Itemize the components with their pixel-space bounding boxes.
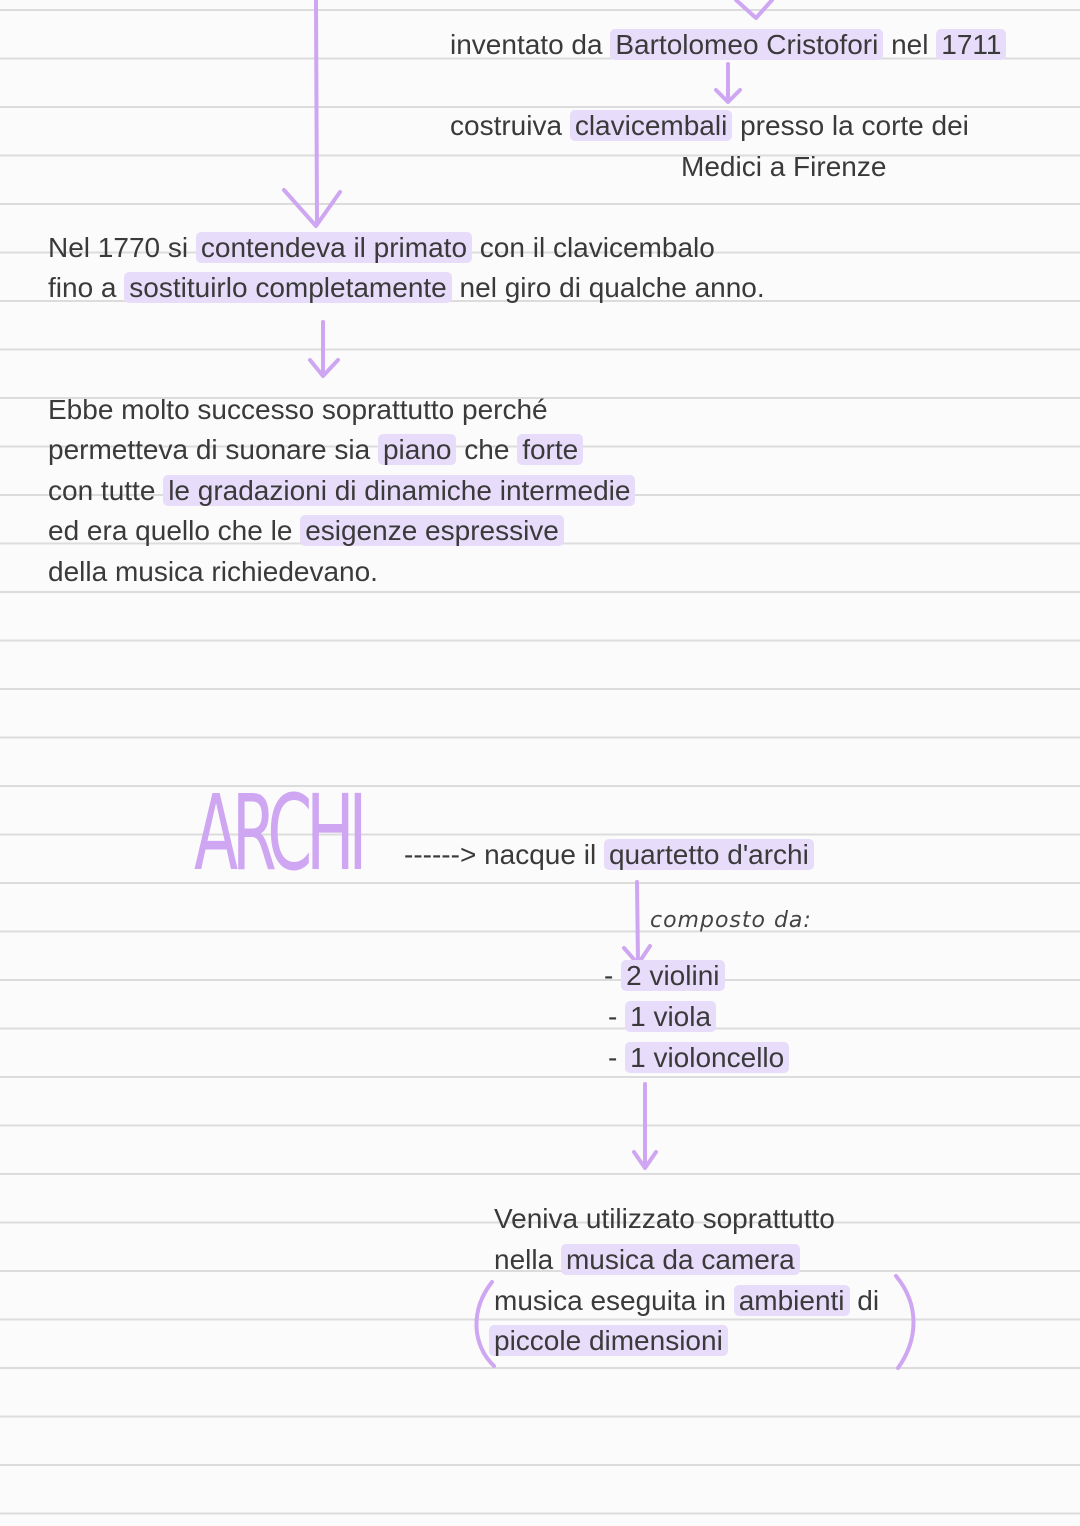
quartet-down-arrow — [637, 882, 638, 962]
forte-highlight: forte — [517, 434, 583, 465]
primato-highlight: contendeva il primato — [196, 232, 472, 263]
list-dash: - — [608, 1001, 626, 1032]
ambienti-suffix: di — [849, 1285, 880, 1316]
camera-line — [494, 1243, 800, 1277]
clavicembali-line — [450, 109, 969, 143]
long-down-arrow-head — [284, 190, 340, 226]
clavicembali-prefix: costruiva — [450, 110, 570, 141]
esigenze-highlight: esigenze espressive — [300, 515, 564, 546]
utilizzato-line: Veniva utilizzato soprattutto — [494, 1203, 835, 1234]
archi-title: ARCHI — [194, 772, 362, 894]
esigenze-prefix: ed era quello che le — [48, 515, 301, 546]
piano-forte-line — [48, 433, 583, 467]
small-down-arrow-1-head — [716, 90, 740, 102]
right-parenthesis — [896, 1276, 914, 1368]
camera-highlight: musica da camera — [561, 1244, 800, 1275]
top-arrow-head — [736, 0, 772, 18]
esigenze-line — [48, 514, 564, 548]
gradazioni-line — [48, 474, 635, 508]
violini-highlight: 2 violini — [621, 960, 724, 991]
small-down-arrow-2-head — [310, 360, 338, 376]
list-dash: - — [608, 1042, 626, 1073]
piano-highlight: piano — [378, 434, 457, 465]
gradazioni-highlight: le gradazioni di dinamiche intermedie — [163, 475, 635, 506]
year-highlight: 1711 — [936, 29, 1006, 60]
quartetto-prefix: ------> nacque il — [404, 839, 604, 870]
invention-line — [450, 28, 1006, 62]
quartetto-line — [404, 838, 814, 872]
invention-connector: nel — [883, 29, 937, 60]
ambienti-line — [494, 1284, 879, 1318]
violoncello-highlight: 1 violoncello — [625, 1042, 789, 1073]
inventor-highlight: Bartolomeo Cristofori — [610, 29, 883, 60]
primato-prefix: Nel 1770 si — [48, 232, 196, 263]
composto-label: composto da: — [650, 908, 812, 933]
primato-line — [48, 231, 715, 265]
clavicembali-suffix: presso la corte dei — [732, 110, 969, 141]
sostituirlo-suffix: nel giro di qualche anno. — [451, 272, 765, 303]
sostituirlo-line — [48, 271, 765, 305]
list-dash: - — [604, 960, 622, 991]
sostituirlo-highlight: sostituirlo completamente — [124, 272, 451, 303]
list-down-arrow-head — [634, 1152, 656, 1168]
ambienti-prefix: musica eseguita in — [494, 1285, 734, 1316]
piano-prefix: permetteva di suonare sia — [48, 434, 378, 465]
medici-line: Medici a Firenze — [681, 151, 887, 182]
gradazioni-prefix: con tutte — [48, 475, 164, 506]
ambienti-highlight: ambienti — [734, 1285, 850, 1316]
list-item-viola — [608, 1000, 716, 1034]
dimensioni-highlight: piccole dimensioni — [489, 1325, 728, 1356]
piano-connector: che — [456, 434, 518, 465]
dimensioni-line — [494, 1324, 728, 1358]
clavicembali-highlight: clavicembali — [570, 110, 733, 141]
list-item-violini — [604, 959, 725, 993]
camera-prefix: nella — [494, 1244, 561, 1275]
primato-suffix: con il clavicembalo — [472, 232, 715, 263]
long-down-arrow — [316, 0, 317, 224]
invention-text: inventato da — [450, 29, 611, 60]
richiedevano-line: della musica richiedevano. — [48, 556, 378, 587]
quartetto-highlight: quartetto d'archi — [604, 839, 814, 870]
sostituirlo-prefix: fino a — [48, 272, 125, 303]
viola-highlight: 1 viola — [625, 1001, 716, 1032]
successo-line: Ebbe molto successo soprattutto perché — [48, 394, 548, 425]
list-item-violoncello — [608, 1041, 789, 1075]
